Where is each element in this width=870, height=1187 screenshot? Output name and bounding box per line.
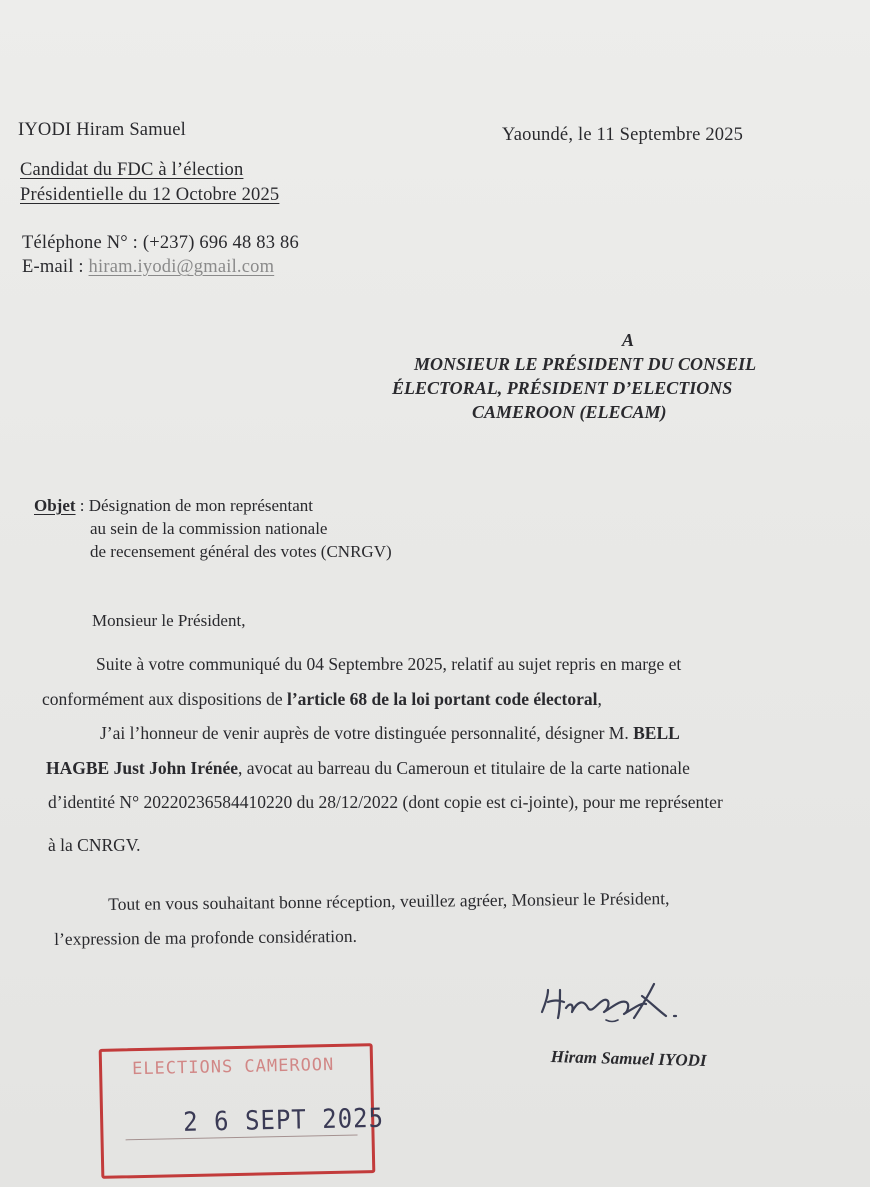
email-value: hiram.iyodi@gmail.com [88, 257, 275, 277]
sender-phone: Téléphone N° : (+237) 696 48 83 86 [22, 233, 299, 253]
signatory-name: Hiram Samuel IYODI [550, 1047, 707, 1071]
p2-line3: d’identité N° 20220236584410220 du 28/12/2022 (dont copie est ci-jointe), pour me représenter [48, 792, 723, 812]
recipient-line2: ÉLECTORAL, PRÉSIDENT D’ELECTIONS [392, 378, 733, 398]
sender-role-line2: Présidentielle du 12 Octobre 2025 [20, 185, 280, 205]
sender-role-line1: Candidat du FDC à l’élection [20, 160, 244, 180]
salutation: Monsieur le Président, [92, 611, 246, 630]
p2-line1 [100, 716, 680, 750]
recipient-line1: MONSIEUR LE PRÉSIDENT DU CONSEIL [414, 354, 757, 374]
sender-email-row [22, 257, 274, 278]
p2-line1-b: BELL [633, 723, 680, 743]
subject-line1: Désignation de mon représentant [88, 496, 314, 515]
p2-line4: à la CNRGV. [48, 835, 141, 855]
p1-line2-c: , [597, 689, 602, 709]
reception-stamp [99, 1043, 385, 1179]
p2-line2 [46, 751, 690, 785]
sender-name: IYODI Hiram Samuel [18, 120, 187, 140]
p3-line2: l’expression de ma profonde considération. [54, 925, 358, 949]
p1-line1: Suite à votre communiqué du 04 Septembre 2025, relatif au sujet repris en marge et [96, 654, 682, 674]
p1-line2 [42, 682, 602, 716]
subject-label: Objet [34, 496, 76, 515]
handwritten-signature [534, 972, 694, 1036]
place-date: Yaoundé, le 11 Septembre 2025 [502, 125, 744, 145]
recipient-a: A [622, 330, 635, 350]
subject-line3: de recensement général des votes (CNRGV) [90, 542, 392, 561]
subject-line1-row [34, 496, 313, 516]
subject-sep: : [75, 496, 89, 515]
p1-line2-a: conformément aux dispositions de [42, 689, 287, 709]
stamp-org: ELECTIONS CAMEROON [131, 1054, 335, 1080]
p2-line1-a: J’ai l’honneur de venir auprès de votre distinguée personnalité, désigner M. [100, 723, 634, 743]
p3-line1: Tout en vous souhaitant bonne réception, veuillez agréer, Monsieur le Président, [108, 888, 670, 914]
p1-law-reference: l’article 68 de la loi portant code électoral [286, 689, 598, 709]
recipient-line3: CAMEROON (ELECAM) [472, 402, 667, 422]
subject-line2: au sein de la commission nationale [90, 519, 328, 538]
email-label: E-mail : [22, 257, 84, 277]
stamp-date: 2 6 SEPT 2025 [182, 1102, 385, 1138]
p2-designee-name: HAGBE Just John Irénée [46, 758, 239, 778]
p2-line2-b: , avocat au barreau du Cameroun et titulaire de la carte nationale [238, 758, 690, 778]
